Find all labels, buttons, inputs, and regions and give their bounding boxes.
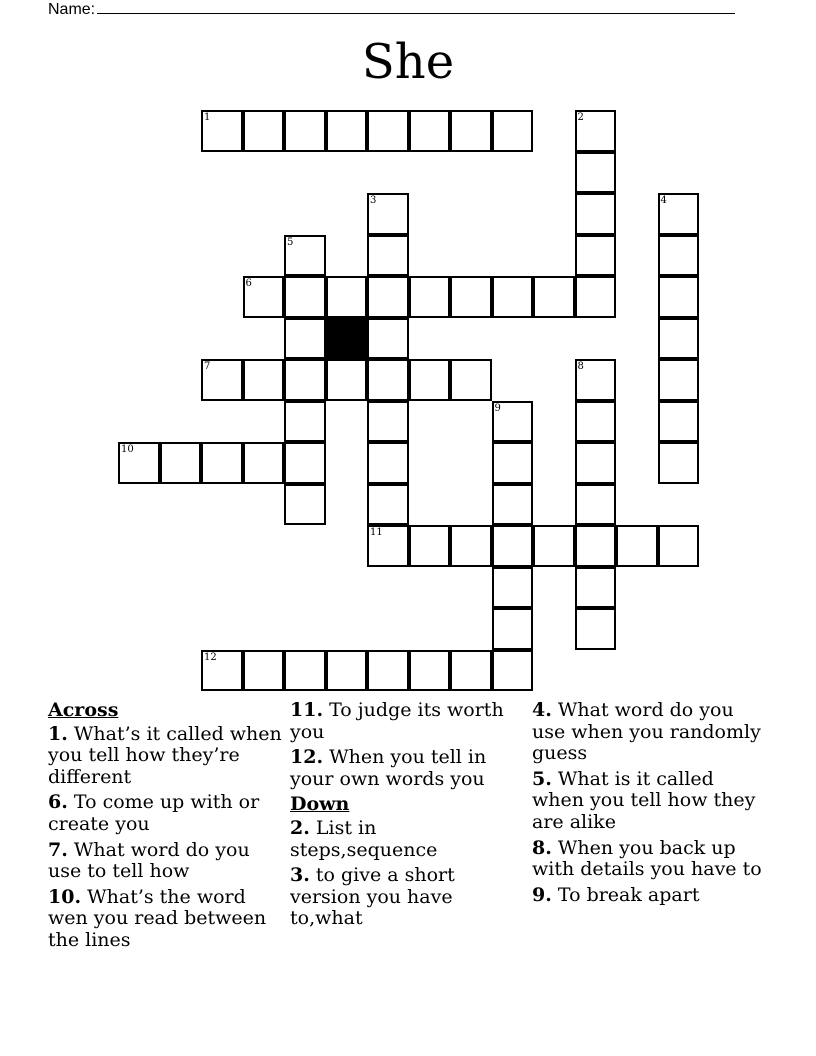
crossword-cell[interactable]	[367, 401, 409, 443]
crossword-cell[interactable]	[367, 318, 409, 360]
crossword-cell[interactable]	[575, 484, 617, 526]
crossword-cell[interactable]	[575, 442, 617, 484]
crossword-cell[interactable]	[243, 359, 285, 401]
crossword-cell[interactable]	[575, 401, 617, 443]
clue-column-1	[48, 700, 284, 956]
crossword-cell[interactable]	[201, 442, 243, 484]
clue-item-number: 3.	[290, 864, 310, 887]
crossword-cell[interactable]	[160, 442, 202, 484]
crossword-cell[interactable]	[450, 276, 492, 318]
crossword-cell[interactable]	[658, 276, 700, 318]
name-label: Name:	[48, 1, 96, 18]
clue-item	[290, 700, 526, 743]
clue-item-number: 7.	[48, 838, 68, 861]
black-square	[326, 318, 368, 360]
crossword-cell[interactable]	[450, 650, 492, 692]
clue-item-text: What word do you use when you randomly guess	[532, 699, 761, 765]
crossword-cell[interactable]	[367, 193, 409, 235]
crossword-cell[interactable]	[284, 276, 326, 318]
crossword-cell[interactable]	[201, 650, 243, 692]
clue-item-text: to give a short version you have to,what	[290, 864, 455, 930]
clue-item	[290, 818, 526, 861]
crossword-cell[interactable]	[492, 276, 534, 318]
clue-heading-across: Across	[48, 699, 119, 721]
crossword-cell[interactable]	[658, 359, 700, 401]
crossword-cell[interactable]	[533, 276, 575, 318]
clue-number: 8	[577, 361, 584, 372]
clue-item-text: List in steps,sequence	[290, 816, 438, 861]
crossword-cell[interactable]	[284, 401, 326, 443]
clue-item	[48, 887, 284, 952]
clue-column-3	[532, 700, 768, 910]
clue-item-number: 11.	[290, 699, 324, 721]
clue-item	[48, 840, 284, 883]
clue-item	[532, 885, 768, 907]
crossword-cell[interactable]	[616, 525, 658, 567]
clue-number: 12	[204, 651, 217, 663]
clue-number: 11	[370, 527, 383, 538]
crossword-cell[interactable]	[658, 318, 700, 360]
crossword-cell[interactable]	[367, 525, 409, 567]
clue-item	[48, 724, 284, 789]
clue-item	[48, 792, 284, 835]
clue-number: 6	[245, 278, 252, 289]
crossword-cell[interactable]	[201, 359, 243, 401]
clue-heading-down: Down	[290, 793, 350, 816]
crossword-cell[interactable]	[367, 650, 409, 692]
crossword-cell[interactable]	[367, 110, 409, 152]
crossword-cell[interactable]	[367, 276, 409, 318]
crossword-cell[interactable]	[367, 235, 409, 277]
clue-number: 3	[370, 195, 377, 206]
crossword-cell[interactable]	[575, 567, 617, 609]
clue-item-text: To break apart	[557, 883, 700, 906]
crossword-cell[interactable]	[575, 276, 617, 318]
crossword-cell[interactable]	[326, 650, 368, 692]
crossword-cell[interactable]	[450, 525, 492, 567]
page-title: She	[361, 34, 455, 90]
crossword-cell[interactable]	[326, 359, 368, 401]
clue-item	[290, 747, 526, 790]
crossword-cell[interactable]	[575, 152, 617, 194]
crossword-cell[interactable]	[326, 276, 368, 318]
crossword-cell[interactable]	[118, 442, 160, 484]
crossword-cell[interactable]	[450, 110, 492, 152]
clue-item	[532, 700, 768, 765]
crossword-cell[interactable]	[409, 650, 451, 692]
crossword-cell[interactable]	[284, 318, 326, 360]
crossword-cell[interactable]	[658, 442, 700, 484]
clue-item	[290, 865, 526, 930]
clue-item-text: What is it called when you tell how they are alike	[532, 767, 756, 833]
crossword-cell[interactable]	[658, 235, 700, 277]
clue-item-number: 4.	[532, 699, 552, 721]
clue-item-text: To come up with or create you	[48, 791, 260, 835]
crossword-cell[interactable]	[533, 525, 575, 567]
crossword-cell[interactable]	[450, 359, 492, 401]
clue-item	[532, 769, 768, 834]
clue-item-number: 9.	[532, 883, 552, 906]
clue-column-2	[290, 700, 526, 934]
crossword-cell[interactable]	[243, 276, 285, 318]
clue-number: 4	[660, 195, 667, 206]
crossword-cell[interactable]	[243, 650, 285, 692]
crossword-cell[interactable]	[243, 442, 285, 484]
crossword-cell[interactable]	[284, 650, 326, 692]
clue-item-text: What’s it called when you tell how they’re different	[48, 722, 282, 788]
crossword-cell[interactable]	[492, 110, 534, 152]
crossword-cell[interactable]	[658, 525, 700, 567]
crossword-cell[interactable]	[575, 359, 617, 401]
clue-item-number: 12.	[290, 746, 324, 769]
clue-number: 7	[204, 361, 211, 372]
clue-item-number: 5.	[532, 767, 552, 790]
crossword-cell[interactable]	[409, 110, 451, 152]
crossword-cell[interactable]	[575, 193, 617, 235]
crossword-cell[interactable]	[367, 359, 409, 401]
crossword-cell[interactable]	[367, 442, 409, 484]
clue-item-text: When you back up with details you have to	[532, 836, 762, 881]
crossword-cell[interactable]	[658, 193, 700, 235]
crossword-cell[interactable]	[492, 608, 534, 650]
crossword-cell[interactable]	[284, 110, 326, 152]
crossword-cell[interactable]	[575, 608, 617, 650]
crossword-cell[interactable]	[284, 235, 326, 277]
clue-item-text: When you tell in your own words you	[290, 746, 487, 790]
crossword-cell[interactable]	[409, 276, 451, 318]
clue-number: 10	[121, 444, 134, 455]
clue-number: 1	[204, 112, 211, 123]
clue-item-number: 6.	[48, 791, 68, 814]
crossword-cell[interactable]	[243, 110, 285, 152]
clue-item-number: 8.	[532, 836, 552, 859]
crossword-cell[interactable]	[201, 110, 243, 152]
clue-item-number: 1.	[48, 722, 68, 745]
crossword-cell[interactable]	[658, 401, 700, 443]
crossword-cell[interactable]	[575, 110, 617, 152]
clue-number: 2	[577, 112, 584, 123]
crossword-cell[interactable]	[326, 110, 368, 152]
clue-item-text: What word do you use to tell how	[48, 838, 250, 883]
crossword-cell[interactable]	[367, 484, 409, 526]
crossword-cell[interactable]	[492, 401, 534, 443]
crossword-cell[interactable]	[492, 442, 534, 484]
crossword-cell[interactable]	[284, 484, 326, 526]
crossword-cell[interactable]	[492, 567, 534, 609]
clue-number: 9	[494, 402, 501, 414]
crossword-cell[interactable]	[284, 359, 326, 401]
crossword-cell[interactable]	[492, 650, 534, 692]
clue-item-number: 10.	[48, 885, 82, 908]
crossword-cell[interactable]	[492, 525, 534, 567]
clue-item-text: To judge its worth you	[290, 699, 504, 743]
clue-item-text: What’s the word wen you read between the lines	[48, 885, 267, 951]
crossword-cell[interactable]	[492, 484, 534, 526]
crossword-cell[interactable]	[575, 235, 617, 277]
crossword-cell[interactable]	[575, 525, 617, 567]
clue-item-number: 2.	[290, 816, 310, 839]
crossword-cell[interactable]	[409, 525, 451, 567]
crossword-cell[interactable]	[409, 359, 451, 401]
clue-number: 5	[287, 236, 294, 248]
clue-item	[532, 838, 768, 881]
crossword-cell[interactable]	[284, 442, 326, 484]
